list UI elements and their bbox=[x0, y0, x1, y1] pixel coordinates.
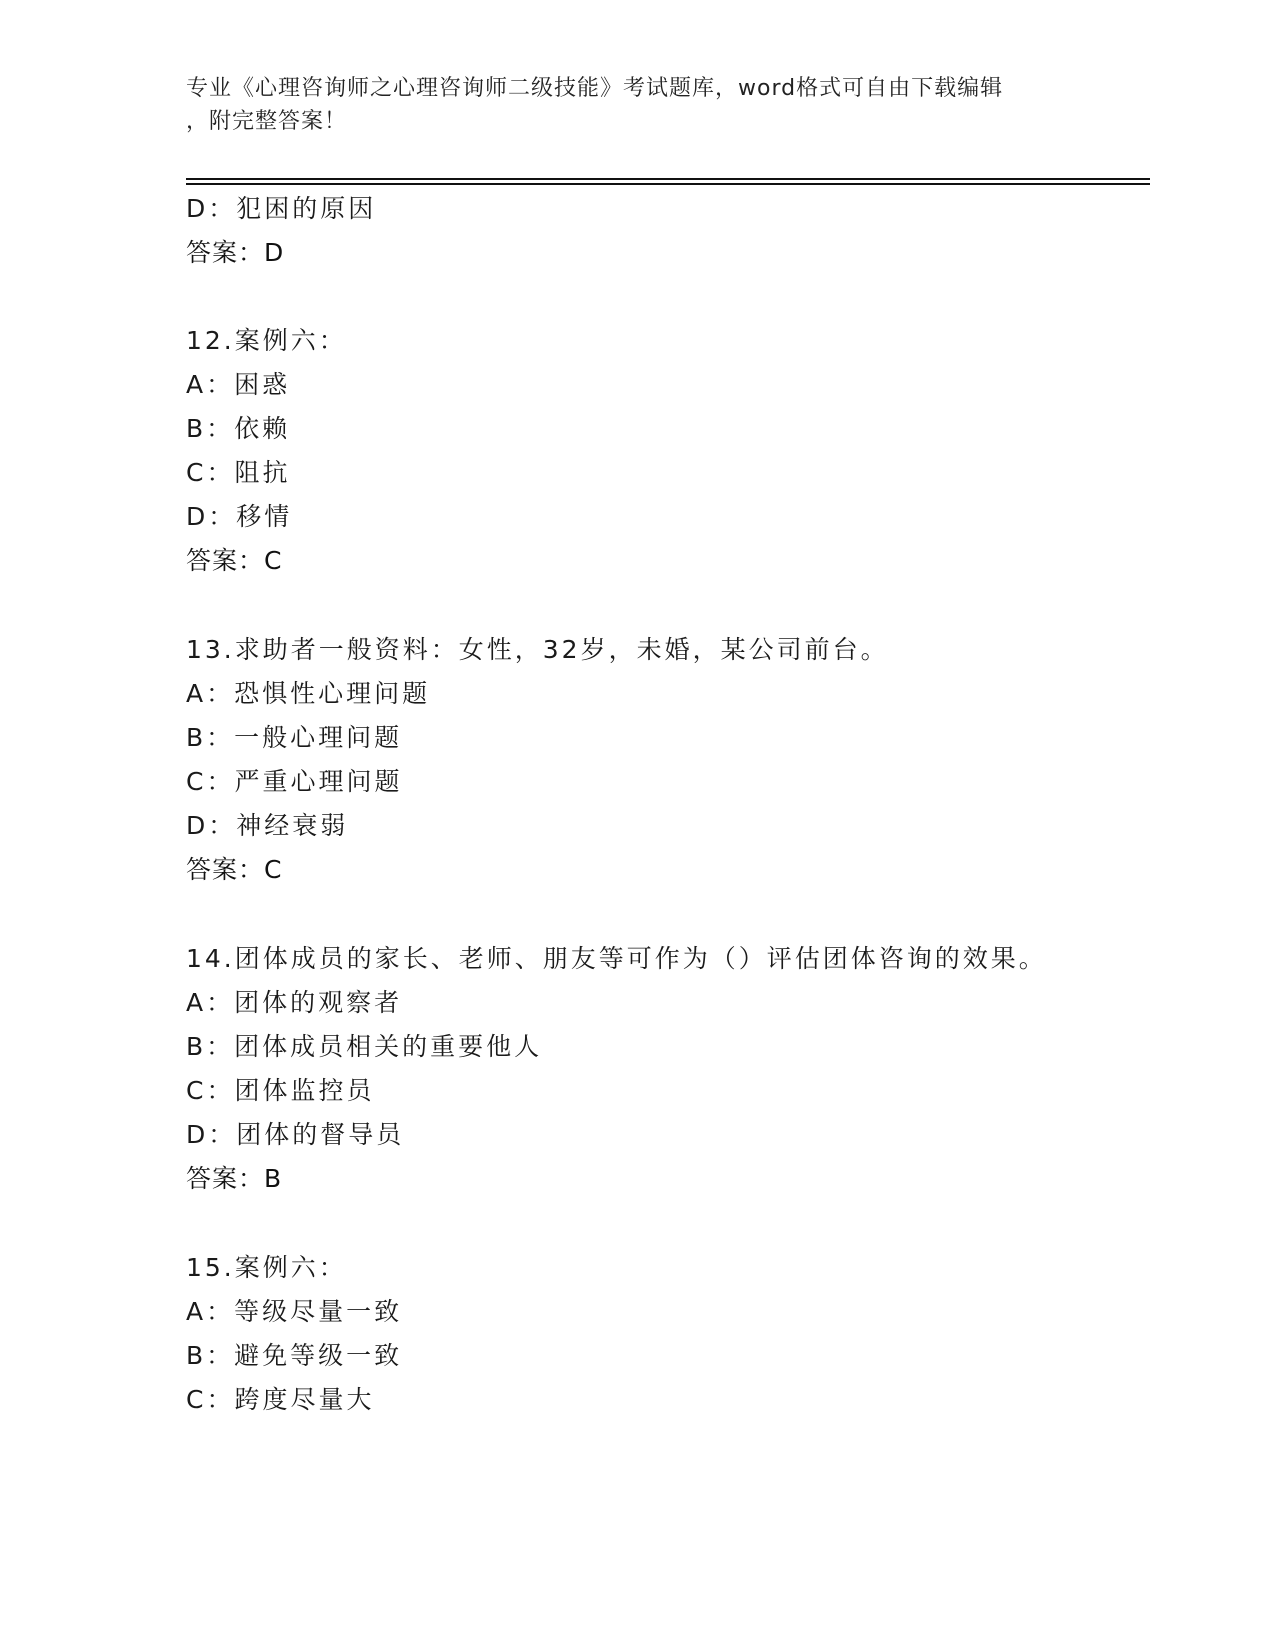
question-13: 13.求助者一般资料：女性，32岁，未婚，某公司前台。 bbox=[186, 635, 889, 664]
header-divider-top bbox=[186, 178, 1150, 180]
q13-option-b: B：一般心理问题 bbox=[186, 723, 403, 752]
q14-option-c: C：团体监控员 bbox=[186, 1076, 375, 1105]
q13-option-a: A：恐惧性心理问题 bbox=[186, 679, 431, 708]
q12-option-b: B：依赖 bbox=[186, 414, 291, 443]
prev-option-d: D：犯困的原因 bbox=[186, 194, 377, 223]
header-divider-bottom bbox=[186, 183, 1150, 185]
header-line-2: ，附完整答案！ bbox=[186, 109, 348, 134]
q12-option-d: D：移情 bbox=[186, 502, 293, 531]
q13-option-c: C：严重心理问题 bbox=[186, 767, 403, 796]
question-12: 12.案例六： bbox=[186, 326, 347, 355]
header-line-1: 专业《心理咨询师之心理咨询师二级技能》考试题库，word格式可自由下载编辑 bbox=[186, 76, 1004, 101]
q12-option-c: C：阻抗 bbox=[186, 458, 291, 487]
q13-answer: 答案：C bbox=[186, 855, 283, 884]
q15-option-c: C：跨度尽量大 bbox=[186, 1385, 375, 1414]
q14-option-a: A：团体的观察者 bbox=[186, 988, 403, 1017]
prev-answer: 答案：D bbox=[186, 238, 285, 267]
q13-option-d: D：神经衰弱 bbox=[186, 811, 349, 840]
q15-option-b: B：避免等级一致 bbox=[186, 1341, 403, 1370]
q14-option-d: D：团体的督导员 bbox=[186, 1120, 405, 1149]
question-15: 15.案例六： bbox=[186, 1253, 347, 1282]
q12-answer: 答案：C bbox=[186, 546, 283, 575]
q14-option-b: B：团体成员相关的重要他人 bbox=[186, 1032, 543, 1061]
q12-option-a: A：困惑 bbox=[186, 370, 291, 399]
q15-option-a: A：等级尽量一致 bbox=[186, 1297, 403, 1326]
question-14: 14.团体成员的家长、老师、朋友等可作为（）评估团体咨询的效果。 bbox=[186, 944, 1047, 973]
q14-answer: 答案：B bbox=[186, 1164, 283, 1193]
page-header bbox=[186, 72, 1066, 138]
